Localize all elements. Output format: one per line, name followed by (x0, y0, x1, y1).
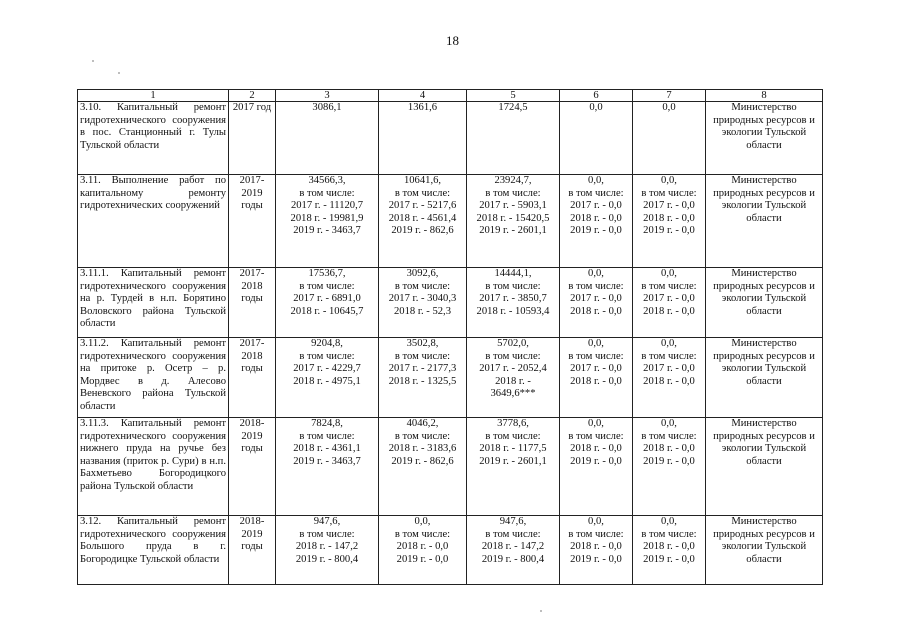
municipal-budget-cell (560, 268, 633, 338)
amount-line: 0,0, (588, 268, 604, 279)
amount-line: 2019 г. - 0,0 (643, 553, 695, 565)
amount-line: 2017 г. - 4229,7 (293, 363, 361, 375)
total-cell (276, 418, 379, 516)
period-line: 2017 год (232, 102, 272, 113)
amount-line: 0,0 (662, 102, 676, 113)
amount-line: 2018 г. - 0,0 (643, 212, 695, 224)
amount-line: 3502,8, (406, 338, 439, 349)
activity-name-cell: 3.11.3. Капитальный ремонт гидротехнического сооружения нижнего пруда на ручье без названия (приток р. Сури) в н.п. Бахметьево Богородицкого района Тульской области (78, 418, 229, 516)
amount-line: в том числе: (299, 528, 355, 540)
activity-name-cell: 3.10. Капитальный ремонт гидротехнического сооружения в пос. Станционный г. Тулы Тульской области (78, 102, 229, 175)
amount-line: в том числе: (568, 528, 624, 540)
amount-line: 0,0, (588, 516, 604, 527)
amount-line: 2018 г. - 0,0 (643, 443, 695, 455)
amount-line: 2018 г. - 0,0 (570, 305, 622, 317)
table-row (78, 418, 823, 516)
amount-line: в том числе: (299, 430, 355, 442)
extra-budget-cell (633, 338, 706, 418)
amount-line: 2018 г. - 19981,9 (290, 212, 364, 224)
amount-line: 1724,5 (498, 102, 528, 113)
amount-line: в том числе: (568, 430, 624, 442)
period-cell (229, 268, 276, 338)
amount-line: 2019 г. - 2601,1 (479, 225, 547, 237)
municipal-budget-cell (560, 175, 633, 268)
amount-line: 947,6, (313, 516, 341, 527)
amount-line: 0,0, (661, 418, 677, 429)
amount-line: 2018 г. - 10593,4 (476, 305, 550, 317)
total-cell (276, 338, 379, 418)
amount-line: 14444,1, (494, 268, 532, 279)
column-number: 8 (706, 90, 823, 102)
amount-line: 7824,8, (311, 418, 343, 429)
total-cell (276, 175, 379, 268)
amount-line: 9204,8, (311, 338, 343, 349)
table-row (78, 102, 823, 175)
amount-line: 0,0, (661, 338, 677, 349)
extra-budget-cell (633, 175, 706, 268)
period-line: годы (241, 200, 263, 212)
amount-line: 2019 г. - 2601,1 (479, 455, 547, 467)
period-line: 2018- (239, 418, 265, 429)
amount-line: в том числе: (568, 280, 624, 292)
period-line: 2017- (239, 268, 265, 279)
budget-table (77, 89, 823, 585)
amount-line: 34566,3, (308, 175, 346, 186)
amount-line: 2017 г. - 0,0 (643, 363, 695, 375)
extra-budget-cell (633, 516, 706, 585)
amount-line: в том числе: (394, 430, 451, 442)
total-cell (276, 268, 379, 338)
amount-line: 0,0, (588, 338, 604, 349)
column-number: 1 (78, 90, 229, 102)
period-line: 2019 (241, 528, 263, 540)
regional-budget-cell (467, 418, 560, 516)
amount-line: в том числе: (485, 350, 541, 362)
extra-budget-cell (633, 102, 706, 175)
amount-line: 2017 г. - 6891,0 (293, 293, 361, 305)
amount-line: 2017 г. - 3850,7 (479, 293, 547, 305)
amount-line: 0,0, (588, 418, 604, 429)
period-line: 2017- (239, 175, 265, 186)
amount-line: 2017 г. - 5903,1 (479, 200, 547, 212)
amount-line: 3778,6, (497, 418, 529, 429)
amount-line: 3092,6, (406, 268, 439, 279)
amount-line: 0,0, (661, 516, 677, 527)
amount-line: 2019 г. - 800,4 (295, 553, 359, 565)
scan-speck (118, 72, 120, 74)
amount-line: 2018 г. - 4975,1 (293, 375, 361, 387)
amount-line: 0,0, (588, 175, 604, 186)
responsible-org-cell: Министерство природных ресурсов и экологии Тульской области (706, 268, 823, 338)
amount-line: в том числе: (299, 350, 355, 362)
scan-speck (540, 610, 542, 612)
amount-line: в том числе: (485, 430, 541, 442)
amount-line: 2018 г. - 0,0 (643, 375, 695, 387)
municipal-budget-cell (560, 418, 633, 516)
extra-budget-cell (633, 268, 706, 338)
table-row (78, 516, 823, 585)
responsible-org-cell: Министерство природных ресурсов и экологии Тульской области (706, 338, 823, 418)
federal-budget-cell (379, 338, 467, 418)
amount-line: в том числе: (641, 528, 697, 540)
amount-line: 3086,1 (312, 102, 342, 113)
amount-line: 2017 г. - 5217,6 (388, 200, 457, 212)
period-line: 2019 (241, 430, 263, 442)
amount-line: 2019 г. - 0,0 (396, 553, 449, 565)
amount-line: 2018 г. - 147,2 (295, 541, 359, 553)
regional-budget-cell (467, 338, 560, 418)
period-line: годы (241, 363, 263, 375)
amount-line: 2018 г. - 3183,6 (388, 443, 457, 455)
table-row (78, 268, 823, 338)
federal-budget-cell (379, 102, 467, 175)
column-number-row (78, 90, 823, 102)
amount-line: в том числе: (394, 280, 451, 292)
amount-line: в том числе: (394, 187, 451, 199)
amount-line: 2019 г. - 0,0 (643, 455, 695, 467)
amount-line: в том числе: (394, 350, 451, 362)
amount-line: 5702,0, (497, 338, 529, 349)
amount-line: 2019 г. - 0,0 (643, 225, 695, 237)
amount-line: в том числе: (641, 350, 697, 362)
amount-line: в том числе: (641, 430, 697, 442)
column-number: 7 (633, 90, 706, 102)
period-line: годы (241, 541, 263, 553)
amount-line: 2017 г. - 0,0 (570, 363, 622, 375)
amount-line: 23924,7, (494, 175, 532, 186)
amount-line: 0,0 (589, 102, 603, 113)
amount-line: в том числе: (568, 350, 624, 362)
activity-name-cell: 3.11.2. Капитальный ремонт гидротехнического сооружения на притоке р. Осетр – р. Мордвес в д. Алесово Веневского района Тульской области (78, 338, 229, 418)
amount-line: 2018 г. - 0,0 (643, 305, 695, 317)
amount-line: 2017 г. - 2052,4 (479, 363, 547, 375)
period-cell (229, 418, 276, 516)
amount-line: 2017 г. - 3040,3 (388, 293, 457, 305)
amount-line: в том числе: (485, 528, 541, 540)
period-line: 2017- (239, 338, 265, 349)
amount-line: 2019 г. - 800,4 (481, 553, 545, 565)
column-number: 2 (229, 90, 276, 102)
activity-name-cell: 3.11.1. Капитальный ремонт гидротехнического сооружения на р. Турдей в н.п. Борятино Воловского района Тульской области (78, 268, 229, 338)
extra-budget-cell (633, 418, 706, 516)
column-number: 3 (276, 90, 379, 102)
amount-line: 2018 г. - 15420,5 (476, 212, 550, 224)
amount-line: 2018 г. - 0,0 (570, 375, 622, 387)
amount-line: 2018 г. - 0,0 (396, 541, 449, 553)
amount-line: 947,6, (499, 516, 527, 527)
amount-line: 4046,2, (406, 418, 439, 429)
period-line: годы (241, 293, 263, 305)
period-line: 2018 (241, 350, 263, 362)
period-line: 2018 (241, 280, 263, 292)
amount-line: 2019 г. - 3463,7 (293, 455, 361, 467)
amount-line: 2018 г. - 0,0 (570, 443, 622, 455)
regional-budget-cell (467, 516, 560, 585)
amount-line: 2017 г. - 0,0 (570, 293, 622, 305)
amount-line: 0,0, (661, 268, 677, 279)
activity-name-cell: 3.11. Выполнение работ по капитальному ремонту гидротехнических сооружений (78, 175, 229, 268)
period-cell (229, 102, 276, 175)
amount-line: 2017 г. - 0,0 (570, 200, 622, 212)
amount-line: 2019 г. - 0,0 (570, 225, 622, 237)
period-cell (229, 338, 276, 418)
amount-line: 2018 г. - 0,0 (570, 541, 622, 553)
amount-line: 17536,7, (308, 268, 346, 279)
amount-line: 2018 г. - 4561,4 (388, 212, 457, 224)
amount-line: в том числе: (485, 280, 541, 292)
responsible-org-cell: Министерство природных ресурсов и экологии Тульской области (706, 418, 823, 516)
amount-line: в том числе: (299, 187, 355, 199)
column-number: 4 (379, 90, 467, 102)
federal-budget-cell (379, 268, 467, 338)
amount-line: 2019 г. - 3463,7 (293, 225, 361, 237)
table-row (78, 175, 823, 268)
amount-line: 2018 г. - 1177,5 (479, 443, 547, 455)
period-line: 2018- (239, 516, 265, 527)
amount-line: в том числе: (299, 280, 355, 292)
period-line: 2019 (241, 187, 263, 199)
amount-line: 2019 г. - 862,6 (391, 455, 454, 467)
amount-line: 2018 г. - (495, 375, 531, 387)
amount-line: 0,0, (661, 175, 677, 186)
amount-line: 2017 г. - 0,0 (643, 200, 695, 212)
column-number: 6 (560, 90, 633, 102)
amount-line: в том числе: (641, 280, 697, 292)
scan-speck (92, 60, 94, 62)
regional-budget-cell (467, 175, 560, 268)
amount-line: в том числе: (394, 528, 451, 540)
responsible-org-cell: Министерство природных ресурсов и экологии Тульской области (706, 102, 823, 175)
amount-line: 2019 г. - 862,6 (391, 225, 454, 237)
activity-name-cell: 3.12. Капитальный ремонт гидротехнического сооружения Большого пруда в г. Богородицке Тульской области (78, 516, 229, 585)
amount-line: в том числе: (641, 187, 697, 199)
amount-line: в том числе: (568, 187, 624, 199)
table-row (78, 338, 823, 418)
period-cell (229, 175, 276, 268)
period-line: годы (241, 443, 263, 455)
amount-line: 1361,6 (407, 102, 438, 113)
amount-line: 2018 г. - 0,0 (570, 212, 622, 224)
responsible-org-cell: Министерство природных ресурсов и экологии Тульской области (706, 175, 823, 268)
total-cell (276, 102, 379, 175)
amount-line: 2018 г. - 52,3 (394, 305, 451, 317)
amount-line: 2018 г. - 0,0 (643, 541, 695, 553)
amount-line: 2018 г. - 1325,5 (388, 375, 457, 387)
federal-budget-cell (379, 418, 467, 516)
amount-line: в том числе: (485, 187, 541, 199)
amount-line: 3649,6*** (490, 388, 536, 400)
page-number: 18 (446, 33, 459, 48)
regional-budget-cell (467, 268, 560, 338)
amount-line: 2017 г. - 0,0 (643, 293, 695, 305)
amount-line: 2018 г. - 10645,7 (290, 305, 364, 317)
column-number: 5 (467, 90, 560, 102)
federal-budget-cell (379, 516, 467, 585)
federal-budget-cell (379, 175, 467, 268)
amount-line: 2019 г. - 0,0 (570, 553, 622, 565)
amount-line: 10641,6, (403, 175, 442, 186)
total-cell (276, 516, 379, 585)
municipal-budget-cell (560, 338, 633, 418)
responsible-org-cell: Министерство природных ресурсов и экологии Тульской области (706, 516, 823, 585)
amount-line: 2017 г. - 11120,7 (290, 200, 364, 212)
amount-line: 0,0, (414, 516, 431, 527)
period-cell (229, 516, 276, 585)
municipal-budget-cell (560, 102, 633, 175)
municipal-budget-cell (560, 516, 633, 585)
amount-line: 2017 г. - 2177,3 (388, 363, 457, 375)
amount-line: 2019 г. - 0,0 (570, 455, 622, 467)
regional-budget-cell (467, 102, 560, 175)
amount-line: 2018 г. - 4361,1 (293, 443, 361, 455)
amount-line: 2018 г. - 147,2 (481, 541, 545, 553)
